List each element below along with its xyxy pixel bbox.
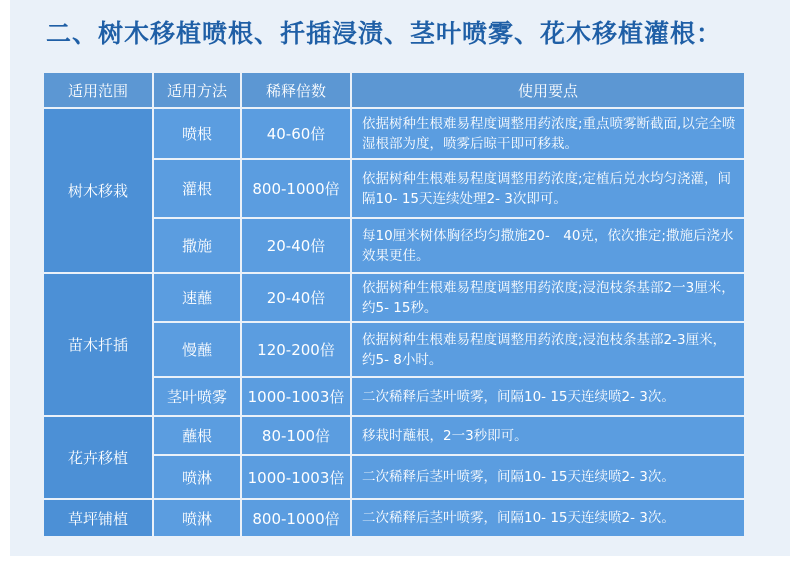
points-cell: 每10厘米树体胸径均匀撒施20- 40克，依次推定;撒施后浇水效果更佳。 bbox=[352, 219, 744, 272]
header-points: 使用要点 bbox=[352, 73, 744, 107]
page-title: 二、树木移植喷根、扦插浸渍、茎叶喷雾、花木移植灌根： bbox=[46, 19, 723, 48]
points-cell: 二次稀释后茎叶喷雾，间隔10- 15天连续喷2- 3次。 bbox=[352, 378, 744, 415]
method-cell: 灌根 bbox=[154, 160, 240, 217]
usage-table bbox=[42, 71, 746, 538]
method-cell: 速蘸 bbox=[154, 274, 240, 321]
table-row bbox=[44, 417, 744, 454]
header-row bbox=[44, 73, 744, 107]
points-cell: 二次稀释后茎叶喷雾，间隔10- 15天连续喷2- 3次。 bbox=[352, 456, 744, 498]
ratio-cell: 1000-1003倍 bbox=[242, 378, 350, 415]
ratio-cell: 800-1000倍 bbox=[242, 500, 350, 536]
method-cell: 茎叶喷雾 bbox=[154, 378, 240, 415]
scope-cell: 花卉移植 bbox=[44, 417, 152, 498]
table-row bbox=[44, 109, 744, 158]
ratio-cell: 20-40倍 bbox=[242, 274, 350, 321]
points-cell: 依据树种生根难易程度调整用药浓度;浸泡枝条基部2-3厘米，约5- 8小时。 bbox=[352, 323, 744, 376]
ratio-cell: 1000-1003倍 bbox=[242, 456, 350, 498]
method-cell: 慢蘸 bbox=[154, 323, 240, 376]
ratio-cell: 120-200倍 bbox=[242, 323, 350, 376]
table-row bbox=[44, 274, 744, 321]
points-cell: 二次稀释后茎叶喷雾，间隔10- 15天连续喷2- 3次。 bbox=[352, 500, 744, 536]
ratio-cell: 40-60倍 bbox=[242, 109, 350, 158]
method-cell: 蘸根 bbox=[154, 417, 240, 454]
points-cell: 移栽时蘸根，2一3秒即可。 bbox=[352, 417, 744, 454]
table-row bbox=[44, 500, 744, 536]
scope-cell: 树木移栽 bbox=[44, 109, 152, 272]
page bbox=[10, 0, 790, 556]
ratio-cell: 800-1000倍 bbox=[242, 160, 350, 217]
method-cell: 喷淋 bbox=[154, 500, 240, 536]
scope-cell: 苗木扦插 bbox=[44, 274, 152, 415]
ratio-cell: 80-100倍 bbox=[242, 417, 350, 454]
ratio-cell: 20-40倍 bbox=[242, 219, 350, 272]
header-scope: 适用范围 bbox=[44, 73, 152, 107]
method-cell: 喷淋 bbox=[154, 456, 240, 498]
points-cell: 依据树种生根难易程度调整用药浓度;重点喷雾断截面,以完全喷湿根部为度，喷雾后晾干即可移栽。 bbox=[352, 109, 744, 158]
scope-cell: 草坪铺植 bbox=[44, 500, 152, 536]
header-ratio: 稀释倍数 bbox=[242, 73, 350, 107]
method-cell: 喷根 bbox=[154, 109, 240, 158]
points-cell: 依据树种生根难易程度调整用药浓度;浸泡枝条基部2一3厘米，约5- 15秒。 bbox=[352, 274, 744, 321]
method-cell: 撒施 bbox=[154, 219, 240, 272]
points-cell: 依据树种生根难易程度调整用药浓度;定植后兑水均匀浇灌，间隔10- 15天连续处理2- 3次即可。 bbox=[352, 160, 744, 217]
header-method: 适用方法 bbox=[154, 73, 240, 107]
